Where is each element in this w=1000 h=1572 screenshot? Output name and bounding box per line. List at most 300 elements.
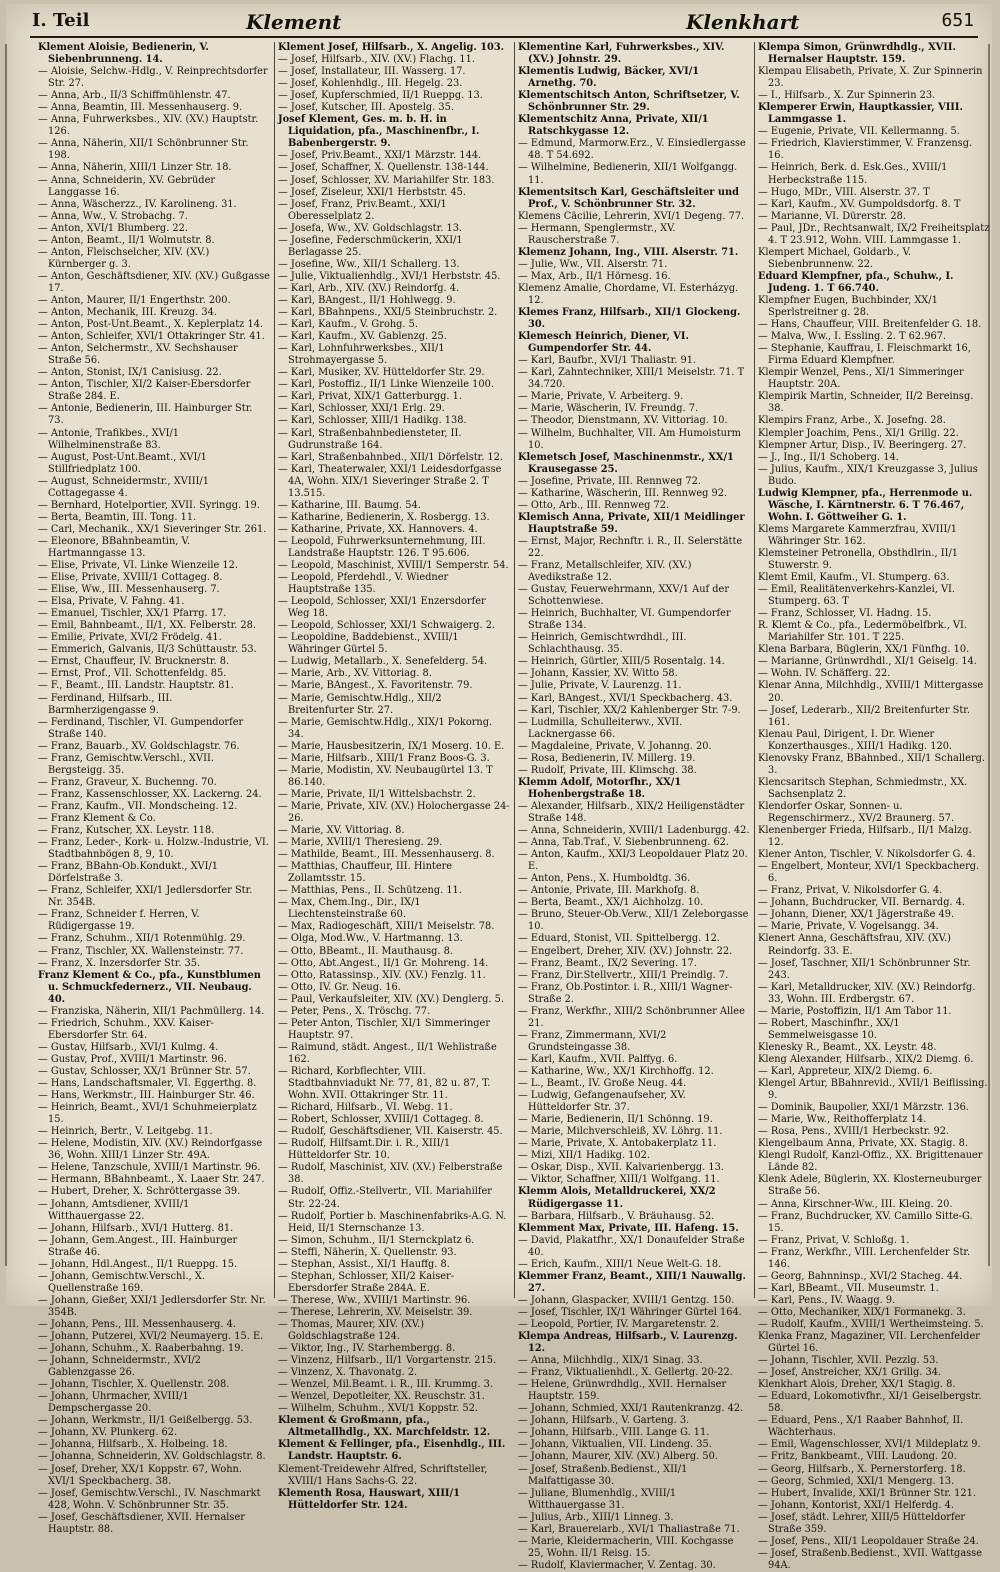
directory-entry: Klems Margarete Kammerzfrau, XVIII/1 Währinger Str. 162. <box>758 523 957 547</box>
directory-entry: — Josef, städt. Lehrer, XIII/5 Hütteldorfer Straße 359. <box>758 1511 966 1535</box>
directory-entry: — Berta, Beamt., XX/1 Aichholzg. 10. <box>518 897 704 909</box>
directory-entry: Klempner Artur, Disp., IV. Beeringerg. 27. <box>758 439 967 451</box>
directory-entry: — Johann, Hilfsarb., XVI/1 Hutterg. 81. <box>38 1222 234 1234</box>
directory-entry: — Eduard, Stonist, VII. Spittelbergg. 12. <box>518 933 720 945</box>
directory-entry: Klenesky R., Beamt., XX. Leystr. 48. <box>758 1041 937 1053</box>
directory-entry: — Hubert, Dreher, X. Schröttergasse 39. <box>38 1186 241 1198</box>
directory-entry: — Marie, BAngest., X. Favoritenstr. 79. <box>278 680 473 692</box>
directory-entry: Klenar Anna, Milchhdlg., XVIII/1 Mittergasse 20. <box>758 680 984 704</box>
directory-entry: — Anton, Geschäftsdiener, XIV. (XV.) Gußgasse 17. <box>38 270 270 294</box>
directory-entry: — Marie, Private, II/1 Wittelsbachstr. 2. <box>278 788 476 800</box>
directory-entry: — Franz, Schuhm., XII/1 Rotenmühlg. 29. <box>38 933 246 945</box>
header-rule <box>30 36 978 38</box>
directory-entry: — Karl, Appreteur, XIX/2 Diemg. 6. <box>758 1065 933 1077</box>
directory-entry: — Josef, Hilfsarb., XIV. (XV.) Flachg. 11. <box>278 54 475 66</box>
directory-entry: — Josef, Taschner, XII/1 Schönbrunner Str. 243. <box>758 957 971 981</box>
directory-entry: — Anton, Pens., X. Humboldtg. 36. <box>518 873 691 885</box>
directory-entry: — Franziska, Näherin, XII/1 Pachmüllerg. 14. <box>38 1005 265 1017</box>
directory-entry: — Franz, Schlosser, VI. Hadng. 15. <box>758 608 932 620</box>
directory-entry: — Franz, Metallschleifer, XIV. (XV.) Avedikstraße 12. <box>518 560 692 584</box>
directory-entry: — Franz, Viktualienhdl., X. Gellertg. 20-22. <box>518 1367 733 1379</box>
directory-entry: — Helene, Modistin, XIV. (XV.) Reindorfgasse 36, Wohn. XIII/1 Linzer Str. 49A. <box>38 1138 263 1162</box>
directory-entry: — Otto, Ratassinsp., XIV. (XV.) Fenzlg. 11. <box>278 969 486 981</box>
directory-entry: Klementschitz Anna, Private, XII/1 Ratschkygasse 12. <box>518 114 709 138</box>
directory-entry: — Antonie, Private, III. Markhofg. 8. <box>518 885 700 897</box>
directory-entry: — Johann, Gemischtw.Verschl., X. Quellenstraße 169. <box>38 1270 205 1294</box>
directory-entry: — Josefine, Ww., XII/1 Schallerg. 13. <box>278 258 460 270</box>
directory-entry: Klempert Michael, Goldarb., V. Siebenbrunnenw. 22. <box>758 246 912 270</box>
directory-entry: Klengelbaum Anna, Private, XX. Stagig. 8. <box>758 1138 969 1150</box>
directory-entry: Klener Anton, Tischler, V. Nikolsdorfer G. 4. <box>758 849 976 861</box>
directory-entry: — Peter, Pens., X. Tröschg. 77. <box>278 1005 431 1017</box>
directory-entry: — Rosa, Bedienerin, IV. Millerg. 19. <box>518 752 696 764</box>
directory-entry: — Rudolf, Kaufm., XVIII/1 Wertheimsteing. 5. <box>758 1318 984 1330</box>
directory-entry: — Anton, Post-Unt.Beamt., X. Keplerplatz 14. <box>38 319 264 331</box>
directory-entry: Klemm Alois, Metalldruckerei, XX/2 Rüdigergasse 11. <box>518 1186 716 1210</box>
directory-entry: — Stephan, Assist., XI/1 Hauffg. 8. <box>278 1258 450 1270</box>
directory-entry: — Johann, Schuhm., X. Raaberbahng. 19. <box>38 1343 244 1355</box>
directory-entry: — Rudolf, Private, III. Klimschg. 38. <box>518 764 697 776</box>
directory-entry: — Marie, Private, X. Antobakerplatz 11. <box>518 1138 717 1150</box>
directory-entry: Klempir Wenzel, Pens., XI/1 Simmeringer Hauptstr. 20A. <box>758 367 964 391</box>
directory-entry: — Johann, Werkmstr., II/1 Geißelbergg. 53. <box>38 1415 253 1427</box>
directory-entry: — Steffi, Näherin, X. Quellenstr. 93. <box>278 1246 457 1258</box>
directory-entry: — Johann, Hilfsarb., V. Garteng. 3. <box>518 1415 690 1427</box>
directory-entry: — Karl, Kaufm., XV. Gablenzg. 25. <box>278 331 447 343</box>
directory-entry: — Franz, X. Inzersdorfer Str. 35. <box>38 957 201 969</box>
directory-entry: — Anna, Beamtin, III. Messenhauserg. 9. <box>38 102 243 114</box>
directory-entry: — Karl, Lohnfuhrwerksbes., XII/1 Strohmayergasse 5. <box>278 343 445 367</box>
directory-entry: Klemsteiner Petronella, Obsthdlrin., II/1 Stuwerstr. 9. <box>758 547 958 572</box>
directory-entry: — Marianne, Grünwrdhdl., XI/1 Geiselg. 14. <box>758 656 977 668</box>
directory-entry: — Otto, Arb., III. Rennweg 72. <box>518 499 670 511</box>
directory-entry: — Anton, Kaufm., XXI/3 Leopoldauer Platz 20. E. <box>518 849 748 873</box>
directory-entry: — Johanna, Hilfsarb., X. Holbeing. 18. <box>38 1439 228 1451</box>
directory-entry: — Josef, Schaffner, X. Quellenstr. 138-144. <box>278 162 489 174</box>
directory-entry: — August, Schneidermstr., XVIII/1 Cottagegasse 4. <box>38 475 209 499</box>
directory-entry: — Karl, Theaterwaler, XXI/1 Leidesdorfgasse 4A, Wohn. XIX/1 Sieveringer Straße 2. T 13.515. <box>278 463 502 499</box>
directory-entry: — Johann, Pens., III. Messenhauserg. 4. <box>38 1318 237 1330</box>
directory-entry: — Karl, Tischler, XX/2 Kahlenberger Str. 7-9. <box>518 704 741 716</box>
directory-entry: — Marie, Kleidermacherin, VIII. Kochgasse 25, Wohn. II/1 Reisg. 15. <box>518 1535 734 1559</box>
directory-entry: — Gustav, Hilfsarb., XVI/1 Kulmg. 4. <box>38 1041 219 1053</box>
directory-entry: — Theodor, Dienstmann, XV. Vittoriag. 10. <box>518 415 728 427</box>
directory-entry: Klemperer Erwin, Hauptkassier, VIII. Lammgasse 1. <box>758 102 963 126</box>
directory-entry: — Peter Anton, Tischler, XI/1 Simmeringer Hauptstr. 97. <box>278 1017 491 1041</box>
directory-entry: — Josef, Priv.Beamt., XXI/1 Märzstr. 144. <box>278 150 482 162</box>
left-guide-word: Klement <box>246 10 342 34</box>
directory-entry: — Anton, Selchermstr., XV. Sechshauser Straße 56. <box>38 343 238 367</box>
directory-entry: — Franz, Privat, V. Schloßg. 1. <box>758 1234 910 1246</box>
directory-entry: — Johann, Gießer, XXI/1 Jedlersdorfer Str. Nr. 354B. <box>38 1294 266 1318</box>
directory-entry: — Stephanie, Kauffrau, I. Fleischmarkt 16, Firma Eduard Klempfner. <box>758 343 971 367</box>
directory-entry: — Gustav, Schlosser, XX/1 Brünner Str. 57. <box>38 1065 251 1077</box>
directory-entry: — Hubert, Invalide, XXI/1 Brünner Str. 121. <box>758 1487 976 1499</box>
directory-entry: — Hans, Chauffeur, VIII. Breitenfelder G. 18. <box>758 319 982 331</box>
directory-entry: — Robert, Schlosser, XVIII/1 Cottageg. 8. <box>278 1114 484 1126</box>
directory-entry: — Karl, Kaufm., XVII. Palffyg. 6. <box>518 1053 678 1065</box>
directory-entry: — Josef, Ziseleur, XXI/1 Herbststr. 45. <box>278 186 467 198</box>
directory-entry: — Rudolf, Hilfsamt.Dir. i. R., XIII/1 Hütteldorfer Str. 10. <box>278 1138 451 1162</box>
directory-entry: Klemmer Franz, Beamt., XIII/1 Nauwallg. 27. <box>518 1270 746 1294</box>
directory-entry: Klempau Elisabeth, Private, X. Zur Spinnerin 23. <box>758 66 983 90</box>
directory-entry: — Julius, Arb., XIII/1 Linneg. 3. <box>518 1511 674 1523</box>
directory-entry: — Katharine, Ww., XX/1 Kirchhoffg. 12. <box>518 1065 714 1077</box>
directory-entry: Klenkhart Alois, Dreher, XX/1 Stagig. 8. <box>758 1379 956 1391</box>
directory-entry: — Vinzenz, X. Thavonatg. 2. <box>278 1367 418 1379</box>
directory-entry: Klemesch Heinrich, Diener, VI. Gumpendorfer Str. 44. <box>518 331 689 355</box>
directory-entry: Klemens Cäcilie, Lehrerin, XVI/1 Degeng. 77. <box>518 210 745 222</box>
directory-entry: — F., Beamt., III. Landstr. Hauptstr. 81. <box>38 680 234 692</box>
directory-entry: — Heinrich, Gemischtwrdhdl., III. Schlachthausg. 35. <box>518 632 687 656</box>
directory-entry: — Franz, Beamt., IX/2 Severing. 17. <box>518 957 697 969</box>
directory-entry: — Franz, Ob.Postintor. i. R., XIII/1 Wagner-Straße 2. <box>518 981 733 1005</box>
directory-entry: — Johann, Schneidermstr., XVI/2 Gablenzgasse 26. <box>38 1355 201 1379</box>
directory-entry: — Franz, Bauarb., XV. Goldschlagstr. 76. <box>38 740 240 752</box>
directory-entry: Klemes Franz, Hilfsarb., XII/1 Glockeng. 30. <box>518 307 741 331</box>
directory-entry: — Leopold, Fuhrwerksunternehmung, III. Landstraße Hauptstr. 126. T 95.606. <box>278 535 486 559</box>
directory-entry: — Carl, Mechanik., XX/1 Sieveringer Str. 261. <box>38 523 267 535</box>
directory-entry: Klenenberger Frieda, Hilfsarb., II/1 Malzg. 12. <box>758 825 972 849</box>
directory-entry: — Matthias, Chauffeur, III. Hintere Zollamtsstr. 15. <box>278 861 453 885</box>
directory-entry: — Therese, Lehrerin, XV. Meiselstr. 39. <box>278 1306 473 1318</box>
directory-entry: Klempler Joachim, Pens., XI/1 Grillg. 22. <box>758 427 959 439</box>
directory-entry: — Erich, Kaufm., XIII/1 Neue Welt-G. 18. <box>518 1258 722 1270</box>
directory-entry: — Friedrich, Klavierstimmer, V. Franzensg. 16. <box>758 138 973 162</box>
directory-entry: — Emmerich, Galvanis, II/3 Schüttaustr. 53. <box>38 644 257 656</box>
directory-entry: — Thomas, Maurer, XIV. (XV.) Goldschlagstraße 124. <box>278 1318 425 1343</box>
directory-entry: Klementh Rosa, Hauswart, XIII/1 Hütteldorfer Str. 124. <box>278 1487 460 1511</box>
directory-entry: — Leopoldine, Baddebienst., XVIII/1 Währinger Gürtel 5. <box>278 632 459 656</box>
directory-entry: — Edmund, Marmorw.Erz., V. Einsiedlergasse 48. T 54.692. <box>518 138 746 162</box>
directory-entry: — Paul, JDr., Rechtsanwalt, IX/2 Freiheitsplatz 4. T 23.912, Wohn. VIII. Lammgasse 1. <box>758 222 990 246</box>
directory-entry: — Ludwig, Gefangenaufseher, XV. Hütteldorfer Str. 37. <box>518 1090 686 1114</box>
directory-entry: — Josef, Geschäftsdiener, XVII. Hernalser Hauptstr. 88. <box>38 1511 245 1535</box>
directory-entry: — Ludwig, Metallarb., X. Senefelderg. 54. <box>278 656 488 668</box>
directory-entry: — Barbara, Hilfsarb., V. Bräuhausg. 52. <box>518 1210 715 1222</box>
directory-entry: — Paul, Verkaufsleiter, XIV. (XV.) Denglerg. 5. <box>278 993 504 1005</box>
directory-entry: — Marianne, VI. Dürerstr. 28. <box>758 210 906 222</box>
directory-entry: — Julie, Ww., VII. Alserstr. 71. <box>518 258 668 270</box>
directory-entry: — Anna, Fuhrwerksbes., XIV. (XV.) Hauptstr. 126. <box>38 114 259 138</box>
directory-entry: — Katharine, Private, XX. Hannovers. 4. <box>278 523 478 535</box>
directory-entry: — Karl, Schlosser, XIII/1 Hadikg. 138. <box>278 415 467 427</box>
directory-entry: — Franz, Werkfhr., XIII/2 Schönbrunner Allee 21. <box>518 1005 745 1029</box>
directory-entry: — Anna, Näherin, XIII/1 Linzer Str. 18. <box>38 162 232 174</box>
directory-entry: — Heinrich, Bertr., V. Leitgebg. 11. <box>38 1126 213 1138</box>
directory-entry: — Anton, Beamt., II/1 Wolmutstr. 8. <box>38 234 215 246</box>
directory-entry: Klempfner Eugen, Buchbinder, XX/1 Sperlstreitner g. 28. <box>758 294 938 319</box>
directory-entry: — Marie, Bedienerin, II/1 Schönng. 19. <box>518 1114 713 1126</box>
directory-entry: — Wilhelm, Buchhalter, VII. Am Humoisturm 10. <box>518 427 741 451</box>
directory-entry: — Marie, Arb., XV. Vittoriag. 8. <box>278 668 432 680</box>
directory-entry: — Julie, Viktualienhdlg., XVI/1 Herbststr. 45. <box>278 270 501 282</box>
directory-entry: — Eduard, Pens., X/1 Raaber Bahnhof, II. Wächterhaus. <box>758 1415 964 1439</box>
column-divider <box>754 42 755 1298</box>
directory-entry: — Karl, BAngest., XVI/1 Speckbacherg. 43. <box>518 692 733 704</box>
page-number: 651 <box>941 10 974 31</box>
directory-entry: Kleng Alexander, Hilfsarb., XIX/2 Diemg. 6. <box>758 1053 974 1065</box>
directory-entry: — Hans, Landschaftsmaler, VI. Eggerthg. 8. <box>38 1078 257 1090</box>
directory-entry: — Karl, BBeamt., VII. Museumstr. 1. <box>758 1282 939 1294</box>
column-4 <box>758 42 990 1571</box>
directory-entry: — Engelbert, Dreher, XIV. (XV.) Johnstr. 22. <box>518 945 733 957</box>
directory-entry: — Ernst, Major, Rechnftr. i. R., II. Selerstätte 22. <box>518 535 743 559</box>
directory-entry: Klemm Adolf, Motorfhr., XX/1 Hohenbergstraße 18. <box>518 776 682 800</box>
directory-entry: — Marie, Private, V. Arbeiterg. 9. <box>518 391 684 403</box>
directory-entry: — Emilie, Private, XVI/2 Frödelg. 41. <box>38 632 222 644</box>
directory-entry: — Marie, Postoffizin, II/1 Am Tabor 11. <box>758 1005 952 1017</box>
directory-entry: — Johann, Diener, XX/1 Jägerstraße 49. <box>758 909 955 921</box>
directory-entry: Klemetsch Josef, Maschinenmstr., XX/1 Krausegasse 25. <box>518 451 734 475</box>
directory-entry: — Elise, Private, VI. Linke Wienzeile 12. <box>38 560 238 572</box>
directory-entry: — Antonie, Trafikbes., XVI/1 Wilhelminenstraße 83. <box>38 427 180 451</box>
directory-entry: — Marie, Private, XIV. (XV.) Holochergasse 24-26. <box>278 800 510 824</box>
directory-entry: — Anton, Fleischselcher, XIV. (XV.) Kürnberger g. 3. <box>38 246 210 270</box>
directory-entry: — Rudolf, Geschäftsdiener, VII. Kaiserstr. 45. <box>278 1126 503 1138</box>
directory-entry: R. Klemt & Co., pfa., Ledermöbelfbrk., VI. Mariahilfer Str. 101. T 225. <box>758 620 968 644</box>
directory-entry: — Hans, Werkmstr., III. Hainburger Str. 46. <box>38 1090 255 1102</box>
directory-entry: — Raimund, städt. Angest., II/1 Wehlistraße 162. <box>278 1041 497 1065</box>
directory-entry: — Karl, BBahnpens., XXI/5 Steinbruchstr. 2. <box>278 307 498 319</box>
directory-entry: — Otto, Abt.Angest., II/1 Gr. Mohreng. 14. <box>278 957 489 969</box>
directory-entry: — Leopold, Schlosser, XXI/1 Schwaigerg. 2. <box>278 620 496 632</box>
directory-entry: — Johann, Amtsdiener, XVIII/1 Witthauergasse 22. <box>38 1198 190 1222</box>
directory-entry: Klengl Rudolf, Kanzl-Offiz., XX. Brigittenauer Lände 82. <box>758 1150 983 1174</box>
directory-entry: — Engelbert, Monteur, XVI/1 Speckbacherg. 6. <box>758 861 980 885</box>
directory-entry: Klenovsky Franz, BBahnbed., XII/1 Schallerg. 3. <box>758 752 986 776</box>
directory-entry: Klempirs Franz, Arbe., X. Josefng. 28. <box>758 415 946 427</box>
directory-entry: — Johann, XV. Plunkerg. 62. <box>38 1427 178 1439</box>
directory-entry: — Marie, Private, V. Vogelsangg. 34. <box>758 921 939 933</box>
directory-entry: — Anna, Kirschner-Ww., III. Kleing. 20. <box>758 1198 953 1210</box>
directory-entry: — Helene, Tanzschule, XVIII/1 Martinstr. 96. <box>38 1162 261 1174</box>
directory-entry: — Wohn. IV. Schäfferg. 22. <box>758 668 891 680</box>
directory-entry: Franz Klement & Co., pfa., Kunstblumen u. Schmuckfedernerz., VII. Neubaug. 40. <box>38 969 261 1005</box>
directory-entry: — Friedrich, Schuhm., XXV. Kaiser-Ebersdorfer Str. 64. <box>38 1017 214 1041</box>
page-header <box>6 10 992 36</box>
directory-entry: — Elise, Ww., III. Messenhauserg. 7. <box>38 584 220 596</box>
directory-entry: — Franz, Werkfhr., VIII. Lerchenfelder Str. 146. <box>758 1246 971 1270</box>
directory-entry: — Josef, Kutscher, III. Apostelg. 35. <box>278 102 454 114</box>
directory-entry: — Johann, Kontorist, XXI/1 Helferdg. 4. <box>758 1499 955 1511</box>
directory-entry: — Josef, Lederarb., XII/2 Breitenfurter Str. 161. <box>758 704 971 728</box>
directory-entry: — Anton, Stonist, IX/1 Canisiusg. 22. <box>38 367 222 379</box>
directory-entry: — Johanna, Schneiderin, XV. Goldschlagstr. 8. <box>38 1451 266 1463</box>
directory-entry: — Karl, Pens., IV. Waagg. 9. <box>758 1294 896 1306</box>
directory-entry: — Olga, Mod.Ww., V. Hartmanng. 13. <box>278 933 463 945</box>
directory-entry: — Berta, Beamtin, III. Tong. 11. <box>38 511 197 523</box>
directory-entry: — Emanuel, Tischler, XX/1 Pfarrg. 17. <box>38 608 227 620</box>
directory-entry: — Marie, Modistin, XV. Neubaugürtel 13. T 86.140. <box>278 764 493 788</box>
directory-columns <box>38 42 990 1571</box>
directory-entry: — Robert, Maschinfhr., XX/1 Semmelweisgasse 10. <box>758 1017 900 1041</box>
directory-entry: Klempirik Martin, Schneider, II/2 Bereinsg. 38. <box>758 391 974 415</box>
column-2 <box>278 42 510 1511</box>
directory-entry: — Johann, Kassier, XV. Witto 58. <box>518 668 678 680</box>
directory-entry: — Julius, Kaufm., XIX/1 Kreuzgasse 3, Julius Budo. <box>758 463 978 487</box>
directory-entry: — Franz, Kutscher, XX. Leystr. 118. <box>38 825 215 837</box>
directory-entry: — Marie, XVIII/1 Theresieng. 29. <box>278 837 443 849</box>
directory-entry: — Josef, Dreher, XX/1 Koppstr. 67, Wohn. XVI/1 Speckbacherg. 38. <box>38 1463 242 1487</box>
directory-entry: — Elise, Private, XVIII/1 Cottageg. 8. <box>38 572 223 584</box>
directory-entry: — L., Beamt., IV. Große Neug. 44. <box>518 1078 687 1090</box>
directory-entry: — Heinrich, Beamt., XVI/1 Schuhmeierplatz 15. <box>38 1102 257 1126</box>
directory-entry: — Anna, Wäscherzz., IV. Karolineng. 31. <box>38 198 237 210</box>
directory-entry: — Mathilde, Beamt., III. Messenhauserg. 8. <box>278 849 495 861</box>
directory-entry: — Karl, Straßenbahnbed., XII/1 Dörfelstr. 12. <box>278 451 504 463</box>
directory-entry: — Anton, Maurer, II/1 Engerthstr. 200. <box>38 294 231 306</box>
directory-entry: — Rosa, Pens., XVIII/1 Herbeckstr. 92. <box>758 1126 950 1138</box>
directory-entry: — Vinzenz, Hilfsarb., II/1 Vorgartenstr. 215. <box>278 1355 497 1367</box>
directory-entry: — Anton, Tischler, XI/2 Kaiser-Ebersdorfer Straße 284. E. <box>38 379 251 403</box>
directory-entry: — Josef, Franz, Priv.Beamt., XXI/1 Oberesselplatz 2. <box>278 198 447 222</box>
directory-entry: — Marie, Wäscherin, IV. Freundg. 7. <box>518 403 699 415</box>
directory-entry: — Karl, Straßenbahnbediensteter, II. Gudrunstraße 164. <box>278 427 462 451</box>
directory-entry: — Ernst, Prof., VII. Schottenfeldg. 85. <box>38 668 227 680</box>
directory-entry: — Antonie, Bedienerin, III. Hainburger Str. 73. <box>38 403 253 427</box>
directory-entry: — Karl, Brauereiarb., XVI/1 Thaliastraße 71. <box>518 1523 740 1535</box>
directory-entry: — Franz, Buchdrucker, XV. Camillo Sitte-G. 15. <box>758 1210 973 1234</box>
directory-entry: — Marie, Gemischtw.Hdlg., XII/2 Breitenfurter Str. 27. <box>278 692 442 716</box>
directory-entry: — Karl, Musiker, XV. Hütteldorfer Str. 29. <box>278 367 485 379</box>
directory-entry: Klementsitsch Karl, Geschäftsleiter und Prof., V. Schönbrunner Str. 32. <box>518 186 739 210</box>
directory-entry: — Malva, Ww., I. Essling. 2. T 62.967. <box>758 331 947 343</box>
directory-entry: — Marie, Hausbesitzerin, IX/1 Moserg. 10. E. <box>278 740 505 752</box>
directory-entry: — Eleonore, BBahnbeamtin, V. Hartmanngasse 13. <box>38 535 190 559</box>
directory-entry: — Anton, Schleifer, XVI/1 Ottakringer Str. 41. <box>38 331 265 343</box>
directory-entry: Klemenz Amalie, Chordame, VI. Esterházyg. 12. <box>518 282 739 306</box>
directory-entry: — Juliane, Blumenhdlg., XVIII/1 Witthauergasse 31. <box>518 1487 677 1511</box>
directory-entry: — Johann, Uhrmacher, XVIII/1 Dempschergasse 20. <box>38 1391 189 1415</box>
column-divider <box>274 42 275 1298</box>
directory-entry: — Karl, Zahntechniker, XIII/1 Meiselstr. 71. T 34.720. <box>518 367 745 391</box>
directory-entry: — Eugenie, Private, VII. Kellermanng. 5. <box>758 126 960 138</box>
directory-entry: — Josef, Pens., XII/1 Leopoldauer Straße 24. <box>758 1535 979 1547</box>
directory-entry: — Anna, Schneiderin, XVIII/1 Ladenburgg. 42. <box>518 825 750 837</box>
directory-entry: — Anna, Näherin, XII/1 Schönbrunner Str. 198. <box>38 138 249 162</box>
directory-entry: — Josefine, Private, III. Rennweg 72. <box>518 475 701 487</box>
directory-entry: Klencsaritsch Stephan, Schmiedmstr., XX. Sachsenplatz 2. <box>758 776 968 800</box>
column-1 <box>38 42 270 1535</box>
directory-entry: — Karl, Baufbr., XVI/1 Thaliastr. 91. <box>518 355 697 367</box>
directory-entry: Klemisch Anna, Private, XII/1 Meidlinger Hauptstraße 59. <box>518 511 745 535</box>
directory-entry: — Emil, Realitätenverkehrs-Kanzlei, VI. Stumperg. 63. T <box>758 584 956 608</box>
directory-entry: — Wenzel, Depotleiter, XX. Reuschstr. 31. <box>278 1391 485 1403</box>
directory-entry: — Ferdinand, Hilfsarb., III. Barmherzigengasse 9. <box>38 692 173 716</box>
directory-entry: — Viktor, Ing., IV. Starhembergg. 8. <box>278 1343 456 1355</box>
directory-entry: — Josefine, Federschmückerin, XXI/1 Berlagasse 25. <box>278 234 463 258</box>
directory-entry: — Gustav, Feuerwehrmann, XXV/1 Auf der Schottenwiese. <box>518 584 730 608</box>
directory-entry: — Ferdinand, Tischler, VI. Gumpendorfer Straße 140. <box>38 716 244 740</box>
directory-entry: Klenka Franz, Magaziner, VII. Lerchenfelder Gürtel 16. <box>758 1331 980 1355</box>
directory-entry: — Johann, Tischler, X. Quellenstr. 208. <box>38 1379 230 1391</box>
directory-entry: Klemt Emil, Kaufm., VI. Stumperg. 63. <box>758 572 950 584</box>
directory-entry: — Franz, Schleifer, XXI/1 Jedlersdorfer Str. Nr. 354B. <box>38 885 253 909</box>
directory-entry: — Karl, Schlosser, XXI/1 Erlg. 29. <box>278 403 445 415</box>
directory-entry: — Anna, Tab.Traf., V. Siebenbrunneng. 62. <box>518 837 730 849</box>
directory-entry: — Wenzel, Mil.Beamt. i. R., III. Krummg. 3. <box>278 1379 493 1391</box>
directory-entry: Klemenz Johann, Ing., VIII. Alserstr. 71. <box>518 246 739 258</box>
directory-entry: — Franz, Schneider f. Herren, V. Rüdigergasse 19. <box>38 909 200 933</box>
directory-entry: — Josef, Kohlenhdlg., III. Hegelg. 23. <box>278 78 463 90</box>
directory-entry: Klementis Ludwig, Bäcker, XVI/1 Arnethg. 70. <box>518 66 700 90</box>
directory-entry: — Katharine, Bedienerin, X. Rosbergg. 13. <box>278 511 490 523</box>
directory-entry: — Richard, Hilfsarb., VI. Webg. 11. <box>278 1102 453 1114</box>
column-3 <box>518 42 750 1571</box>
directory-entry: — Marie, Ww., Reithofferplatz 14. <box>758 1114 927 1126</box>
directory-entry: Klement & Großmann, pfa., Altmetallhdlg., XX. Marchfeldstr. 12. <box>278 1415 491 1439</box>
directory-entry: Klementine Karl, Fuhrwerksbes., XIV. (XV.) Johnstr. 29. <box>518 42 725 66</box>
directory-entry: — Eduard, Lokomotivfhr., XI/1 Geiselbergstr. 58. <box>758 1391 982 1415</box>
directory-entry: — Josef, Anstreicher, XX/1 Grillg. 34. <box>758 1367 942 1379</box>
directory-entry: — Dominik, Baupolier, XXI/1 Märzstr. 136. <box>758 1102 969 1114</box>
directory-entry: — Heinrich, Buchhalter, VI. Gumpendorfer Straße 134. <box>518 608 731 632</box>
directory-entry: — Karl, Privat, XIX/1 Gatterburgg. 1. <box>278 391 462 403</box>
directory-entry: — Johann, Putzerei, XVI/2 Neumayerg. 15. E. <box>38 1331 264 1343</box>
directory-entry: — Josef, Gemischtw.Verschl., IV. Naschmarkt 428, Wohn. V. Schönbrunner Str. 35. <box>38 1487 261 1511</box>
directory-entry: — Matthias, Pens., II. Schützeng. 11. <box>278 885 462 897</box>
directory-page <box>6 4 992 1571</box>
directory-entry: — Josef, Installateur, III. Wasserg. 17. <box>278 66 466 78</box>
directory-entry: — Johann, Schmied, XXI/1 Rautenkranzg. 42. <box>518 1403 744 1415</box>
part-label: I. Teil <box>32 10 90 31</box>
directory-entry: — Johann, Tischler, XVII. Pezzlg. 53. <box>758 1355 939 1367</box>
directory-entry: — Karl, BAngest., II/1 Hohlwegg. 9. <box>278 294 456 306</box>
right-guide-word: Klenkhart <box>686 10 800 34</box>
directory-entry: — Hermann, BBahnbeamt., X. Laaer Str. 247. <box>38 1174 265 1186</box>
directory-entry: — Bernhard, Hotelportier, XVII. Syringg. 19. <box>38 499 260 511</box>
directory-entry: — Karl, Metalldrucker, XIV. (XV.) Reindorfg. 33, Wohn. III. Erdbergstr. 67. <box>758 981 976 1005</box>
directory-entry: — Franz, Tischler, XX. Wallensteinstr. 77. <box>38 945 244 957</box>
directory-entry: — Emil, Bahnbeamt., II/1, XX. Felberstr. 28. <box>38 620 256 632</box>
directory-entry: — Anna, Ww., V. Strobachg. 7. <box>38 210 188 222</box>
directory-entry: — Franz, BBahn-Ob.Kondukt., XVI/1 Dörfelstraße 3. <box>38 861 219 885</box>
directory-entry: Klemment Max, Private, III. Hafeng. 15. <box>518 1222 739 1234</box>
directory-entry: — Johann, Buchdrucker, VII. Bernardg. 4. <box>758 897 966 909</box>
directory-entry: — Karl, Postoffiz., II/1 Linke Wienzeile 100. <box>278 379 494 391</box>
directory-entry: — Otto, Mechaniker, XIX/1 Formanekg. 3. <box>758 1306 966 1318</box>
directory-entry: — Leopold, Schlosser, XXI/1 Enzersdorfer Weg 18. <box>278 596 486 620</box>
directory-entry: — Rudolf, Klaviermacher, V. Zentag. 30. <box>518 1559 716 1571</box>
directory-entry: — Otto, BBeamt., II. Mauthausg. 8. <box>278 945 453 957</box>
directory-entry: Klengel Artur, BBahnrevid., XVII/1 Beiflissing. 9. <box>758 1078 988 1102</box>
directory-entry: Klement-Treidewehr Alfred, Schriftsteller, XVIII/1 Hans Sachs-G. 22. <box>278 1463 488 1487</box>
directory-entry: — Johann, Viktualien, VII. Lindeng. 35. <box>518 1439 712 1451</box>
directory-entry: — Johann, Glaspacker, XVIII/1 Gentzg. 150. <box>518 1294 735 1306</box>
directory-entry: — Fritz, Bankbeamt., VIII. Laudong. 20. <box>758 1451 957 1463</box>
directory-entry: Klement Aloisie, Bedienerin, V. Siebenbrunneng. 14. <box>38 42 209 66</box>
directory-entry: Klempa Simon, Grünwrdhdlg., XVII. Hernalser Hauptstr. 159. <box>758 42 956 66</box>
directory-entry: — J., Ing., II/1 Schoberg. 14. <box>758 451 899 463</box>
directory-entry: — Emil, Wagenschlosser, XVI/1 Mildeplatz 9. <box>758 1439 981 1451</box>
directory-entry: — Oskar, Disp., XVII. Kalvarienbergg. 13. <box>518 1162 724 1174</box>
directory-entry: — Anna, Arb., II/3 Schiffmühlenstr. 47. <box>38 90 231 102</box>
directory-entry: Klenert Anna, Geschäftsfrau, XIV. (XV.) Reindorfg. 33. E. <box>758 933 951 957</box>
directory-entry: — Franz, Privat, V. Nikolsdorfer G. 4. <box>758 885 943 897</box>
directory-entry: — Bruno, Steuer-Ob.Verw., XII/1 Zeleborgasse 10. <box>518 909 749 933</box>
directory-entry: — Johann, Gem.Angest., III. Hainburger Straße 46. <box>38 1234 238 1258</box>
directory-entry: — Josef, Schlosser, XV. Mariahilfer Str. 183. <box>278 174 495 186</box>
directory-entry: — Katharine, Wäscherin, III. Rennweg 92. <box>518 487 728 499</box>
directory-entry: — Franz, Leder-, Kork- u. Holzw.-Industrie, VI. Stadtbahnbögen 8, 9, 10. <box>38 837 269 861</box>
directory-entry: — Anton, XVI/1 Blumberg. 22. <box>38 222 189 234</box>
directory-entry: — Simon, Schuhm., II/1 Sternckplatz 6. <box>278 1234 475 1246</box>
directory-entry: Klendorfer Oskar, Sonnen- u. Regenschirmerz., XV/2 Braunerg. 57. <box>758 800 955 824</box>
directory-entry: — Viktor, Schaffner, XIII/1 Wolfgang. 11. <box>518 1174 720 1186</box>
directory-entry: — Helene, Grünwrdhdlg., XVII. Hernalser Hauptstr. 159. <box>518 1379 727 1403</box>
directory-entry: — Marie, Milchverschleiß, XV. Löhrg. 11. <box>518 1126 723 1138</box>
